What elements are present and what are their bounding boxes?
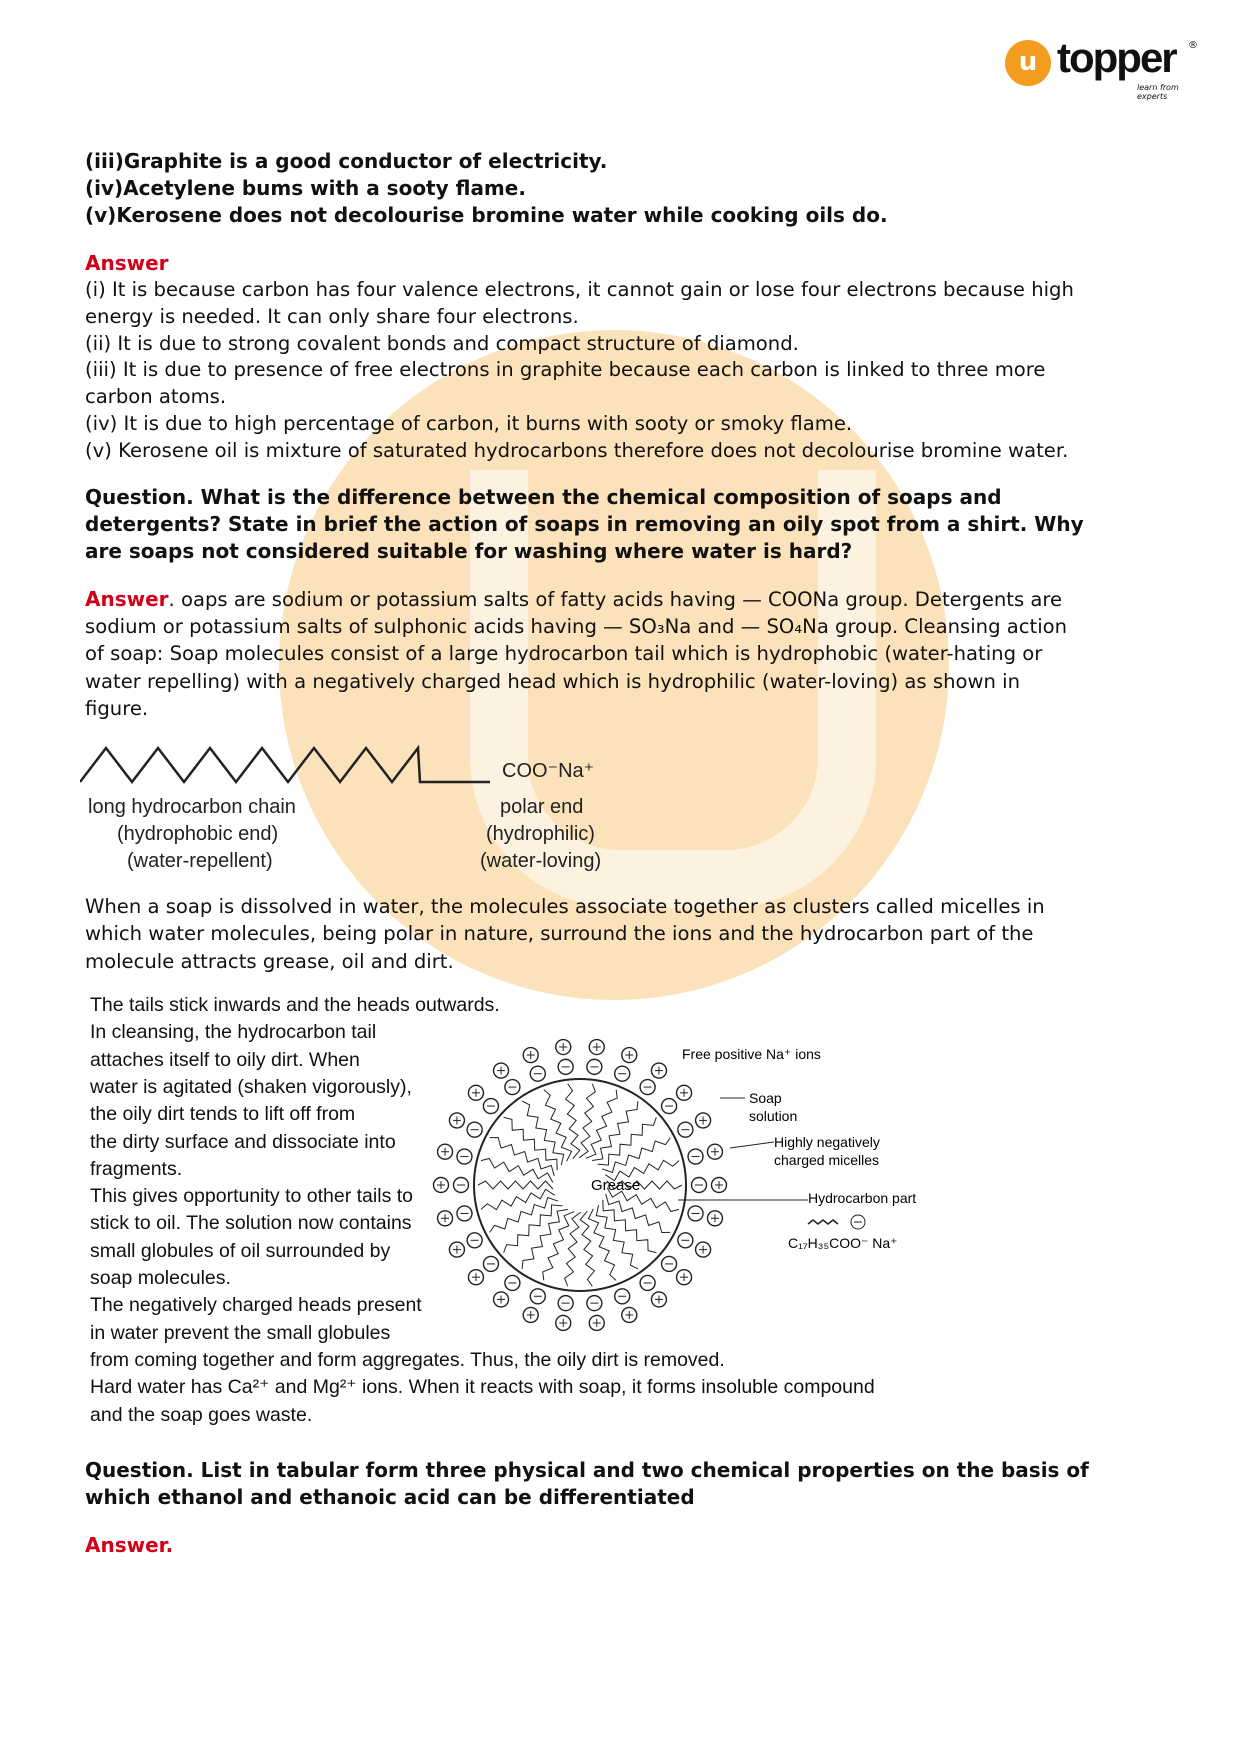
hydrocarbon-chain-icon xyxy=(80,740,500,800)
question-line: which ethanol and ethanoic acid can be differentiated xyxy=(85,1485,695,1509)
hydrocarbon-label: Hydrocarbon part xyxy=(808,1190,917,1206)
answer-line: of soap: Soap molecules consist of a large hydrocarbon tail which is hydrophobic (water-hating or xyxy=(85,642,1043,666)
figure-text-line: small globules of oil surrounded by xyxy=(90,1239,391,1262)
logo-tagline: learn from experts xyxy=(1137,83,1179,101)
grease-label: Grease xyxy=(591,1177,641,1194)
logo-mark: u xyxy=(1005,40,1051,86)
answer-line: (v) Kerosene oil is mixture of saturated hydrocarbons therefore does not decolourise bromine water. xyxy=(85,438,1069,462)
figure-text-line: attaches itself to oily dirt. When xyxy=(90,1048,360,1071)
micelle-diagram xyxy=(430,1020,950,1350)
head-label: polar end xyxy=(500,796,584,818)
answer2-text: . oaps are sodium or potassium salts of fatty acids having — COONa group. Detergents are xyxy=(168,588,1063,611)
answer-line: figure. xyxy=(85,696,149,720)
question-line: are soaps not considered suitable for washing where water is hard? xyxy=(85,539,853,563)
paragraph-line: molecule attracts grease, oil and dirt. xyxy=(85,949,454,973)
micelles-label: Highly negatively xyxy=(774,1134,880,1150)
figure-text-line: soap molecules. xyxy=(90,1267,231,1289)
tail-label: (hydrophobic end) xyxy=(117,823,279,845)
question-line: detergents? State in brief the action of soaps in removing an oily spot from a shirt. Why xyxy=(85,512,1084,536)
free-ions-label: Free positive Na⁺ ions xyxy=(682,1046,821,1062)
intro-line: (iv)Acetylene bums with a sooty flame. xyxy=(85,176,526,200)
answer-line: energy is needed. It can only share four electrons. xyxy=(85,304,579,328)
figure-text-line: fragments. xyxy=(90,1157,183,1180)
tail-label: long hydrocarbon chain xyxy=(88,796,296,818)
intro-line: (v)Kerosene does not decolourise bromine water while cooking oils do. xyxy=(85,203,888,227)
answer-line: (iv) It is due to high percentage of carbon, it burns with sooty or smoky flame. xyxy=(85,412,853,435)
answer-label: Answer xyxy=(85,587,169,611)
figure-text-line: Hard water has Ca²⁺ and Mg²⁺ ions. When it reacts with soap, it forms insoluble compound xyxy=(90,1376,875,1399)
answer-label: Answer xyxy=(85,251,169,275)
figure-text-line: In cleansing, the hydrocarbon tail xyxy=(90,1021,377,1044)
question-line: Question. What is the difference between the chemical composition of soaps and xyxy=(85,485,1002,509)
soap-label: Soap xyxy=(749,1090,782,1106)
figure-text-line: from coming together and form aggregates. Thus, the oily dirt is removed. xyxy=(90,1348,725,1371)
figure-text-line: in water prevent the small globules xyxy=(90,1321,391,1344)
figure-text-line: This gives opportunity to other tails to xyxy=(90,1185,413,1208)
head-label: (hydrophilic) xyxy=(486,823,595,845)
polar-head-label: COO⁻Na⁺ xyxy=(502,760,595,782)
formula-label: C₁₇H₃₅COO⁻ Na⁺ xyxy=(788,1235,898,1251)
tail-label: (water-repellent) xyxy=(127,850,273,872)
soap-label: solution xyxy=(749,1108,798,1124)
paragraph-line: When a soap is dissolved in water, the molecules associate together as clusters called micelles in xyxy=(85,895,1045,918)
figure-text-line: water is agitated (shaken vigorously), xyxy=(90,1075,412,1098)
logo-text: topper xyxy=(1057,34,1176,81)
figure-text-line: The tails stick inwards and the heads outwards. xyxy=(90,994,500,1016)
figure-text-line: and the soap goes waste. xyxy=(90,1403,313,1426)
answer-line: (iii) It is due to presence of free electrons in graphite because each carbon is linked to three more xyxy=(85,358,1046,382)
answer-line: carbon atoms. xyxy=(85,385,227,409)
answer-line: water repelling) with a negatively charged head which is hydrophilic (water-loving) as shown in xyxy=(85,669,1021,693)
figure-text-line: The negatively charged heads present xyxy=(90,1294,422,1317)
intro-line: (iii)Graphite is a good conductor of electricity. xyxy=(85,149,608,173)
answer-line: (i) It is because carbon has four valence electrons, it cannot gain or lose four electrons because high xyxy=(85,278,1074,301)
head-label: (water-loving) xyxy=(480,850,602,872)
figure-text-line: the oily dirt tends to lift off from xyxy=(90,1103,356,1126)
answer-label: Answer. xyxy=(85,1533,174,1557)
question-line: Question. List in tabular form three physical and two chemical properties on the basis of xyxy=(85,1458,1089,1482)
answer-line: sodium or potassium salts of sulphonic acids having — SO₃Na and — SO₄Na group. Cleansing action xyxy=(85,615,1068,638)
paragraph-line: which water molecules, being polar in nature, surround the ions and the hydrocarbon part of the xyxy=(85,922,1034,946)
registered-mark: ® xyxy=(1188,40,1198,51)
figure-text-line: the dirty surface and dissociate into xyxy=(90,1130,396,1153)
figure-text-line: stick to oil. The solution now contains xyxy=(90,1212,412,1235)
micelles-label: charged micelles xyxy=(774,1152,880,1168)
answer-line: (ii) It is due to strong covalent bonds and compact structure of diamond. xyxy=(85,331,799,355)
topper-logo xyxy=(1005,34,1200,101)
answer2-first-line xyxy=(85,586,1062,613)
